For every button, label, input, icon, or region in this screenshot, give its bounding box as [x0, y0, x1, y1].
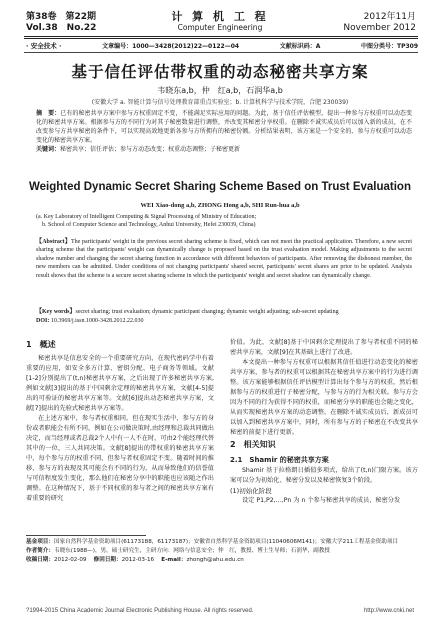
- document-code: 文献标识码：A: [279, 42, 321, 50]
- keywords-zh-label: 关键词：: [36, 146, 61, 153]
- abstract-en: [36, 238, 412, 280]
- volume-zh: 第38卷 第22期: [26, 12, 97, 22]
- abstract-zh: [36, 109, 412, 154]
- issue-date: [343, 12, 416, 34]
- doi-value: 10.3969/j.issn.1000-3428.2012.22.030: [50, 318, 144, 324]
- copyright-bar: [0, 602, 440, 620]
- keywords-en-block: [36, 308, 412, 316]
- doi-block: [36, 318, 412, 324]
- header-rule: [24, 36, 418, 37]
- abstract-zh-label: 摘 要：: [36, 110, 61, 117]
- footnote-rule: [26, 535, 146, 536]
- email-link[interactable]: zhongh@ahu.edu.cn: [186, 557, 244, 563]
- journal-name: [150, 10, 290, 33]
- authors-en: WEI Xiao-dong a,b, ZHONG Hong a,b, SHI Run-hua a,b: [140, 202, 300, 209]
- affiliation-en: [36, 213, 412, 229]
- authors-zh: 韦晓东a,b，仲 红a,b，石润华a,b: [157, 86, 283, 95]
- paragraph: 设定 P1,P2,…,Pn 为 n 个参与秘密共享的成员，秘密分发: [242, 497, 401, 504]
- fund-note: 基金项目：国家自然科学基金资助项目(61173188，61173187)；安徽省自然科学基金资助项目(11040606M141)；安徽大学211工程基金资助项目: [26, 539, 399, 545]
- body-column-left: [26, 338, 214, 504]
- author-note: 作者简介：韦晓东(1988—)，男，硕士研究生，主研方向：网络与信息安全；仲 红，教授、博士生导师；石润华，副教授: [26, 548, 330, 554]
- volume-en: Vol.38 No.22: [26, 23, 97, 33]
- affiliation-en-line: b. School of Computer Science and Technology, Anhui University, Hefei 230039, China): [42, 222, 256, 228]
- journal-name-zh: 计 算 机 工 程: [171, 10, 269, 23]
- copyright-text: ?1994-2015 China Academic Journal Electronic Publishing House. All rights reserved.: [26, 608, 254, 614]
- affiliation-en-line: (a. Key Laboratory of Intelligent Computing & Signal Processing of Ministry of Education;: [36, 214, 257, 220]
- journal-name-en: Computer Engineering: [177, 23, 263, 32]
- paragraph: 价值。为此，文献[8]基于中国剩余定理提出了参与者权重不同的秘密共享方案，文献[9]在其基础上进行了改进。: [230, 339, 418, 356]
- subsection-heading: 2.1 Shamir 的秘密共享方案: [230, 456, 329, 464]
- keywords-en-label: 【Key words】: [36, 309, 76, 315]
- article-number: 文章编号：1000—3428(2012)22—0122—04: [102, 42, 240, 50]
- meta-rule: [24, 52, 418, 53]
- title-zh: 基于信任评估带权重的动态秘密共享方案: [71, 63, 369, 81]
- keywords-en: secret sharing; trust evaluation; dynamic participant changing; dynamic weight adjusting; sub-secret updating: [75, 309, 339, 315]
- paragraph: 秘密共享是信息安全的一个重要研究方向，在现代密码学中有着重要的应用，如安全多方计算、密钥分配、电子商务等领域。文献[1-2]分别提出了(t,n)秘密共享方案，之后出现了许多秘密共享方案,例如文献[3]提出的基于中国剩余定理的秘密共享方案，文献[4-5]提出的可验证的秘密共享方案等。文献[6]提出动态秘密共享方案，文献[7]提出的先验式秘密共享方案等。: [26, 355, 214, 412]
- volume-info: [26, 12, 96, 34]
- dates-note: 收稿日期：2012-02-09 修回日期：2012-03-16 E-mail：zhongh@ahu.edu.cn: [26, 557, 244, 563]
- paragraph: Shamir 基于拉格朗日插值多项式，给出了(t,n)门限方案。该方案可以分为初始化、秘密分发以及秘密恢复3个阶段。: [230, 467, 418, 484]
- doi-label: DOI:: [36, 318, 50, 324]
- abstract-zh-text: 已有的秘密共享方案中参与方权重固定不变，不能满足实际应用的问题。为此，基于信任评估模型，提出一种参与方权重可以动态变化的秘密共享方案。根据参与方的不同行为对其子秘密数量进行调整，并改变其秘密分享权重。在删除不诚实成员后可以加入新的成员，在不改变参与方共享秘密的条件下，可以实现高效地更新各参与方所拥有的秘密份额。分析结果表明，该方案是一个安全的、参与方权重可以动态变化的秘密共享方案。: [36, 110, 412, 144]
- paragraph: 在上述方案中，参与者权重相同，但在现实生活中，参与方的身份或者职能会有所不同，例如在公司做决策时,由经理和总裁共同做出决定，而当经理或者总裁2个人中有一人不在时，可由2个能经理代替其中的一位，三人共同决策。文献[8]提出的带权重的秘密共享方案中，每个参与方的权重不同，但参与者权重固定不变。随着时间的推移，参与方的表现及其可能会有不同的行为，从而导致他们的信誉值与可信程度发生变化，那么他们在秘密分享中的职能也应该随之作出调整。在这种情况下，基于不同权重的参与者之间的秘密共享方案有着重要的研究: [26, 415, 214, 502]
- date-zh: 2012年11月: [363, 12, 416, 22]
- article-meta: [26, 40, 418, 50]
- affiliation-zh: (安徽大学 a. 智能计算与信号处理教育部重点实验室；b. 计算机科学与技术学院，合肥 230039): [91, 99, 349, 106]
- section-heading: 1 概述: [26, 340, 56, 349]
- date-en: November 2012: [343, 23, 416, 33]
- header-rule-thin: [24, 38, 418, 39]
- paragraph: 本文提出一种参与方权重可以根据其信任值进行动态变化的秘密共享方案，参与者的权重可以根据其在秘密共享方案中的行为进行调整。该方案能够根据信任评估模型计算出每个参与方的权重，然后根据参与方的权重进行子秘密分配，与参与方的行为相关联。参与方会因为不同的行为获得不同的权重，而秘密分享的职能也会随之变化，从而实现秘密共享方案的动态调整。在删除不诚实成员后，新成员可以加入到秘密共享方案中，同时，所有参与方的子秘密在不改变共享秘密的前提下进行更新。: [230, 359, 418, 436]
- keywords-zh: 秘密共享；信任评估；参与方动态改变；权重动态调整；子秘密更新: [60, 146, 241, 153]
- body-column-right: [230, 338, 418, 506]
- abstract-en-text: The participants' weight in the previous secret sharing scheme is fixed, which can not meet the practical application. Therefore, a new secret sharing scheme that the participants' weight can dynamically change is proposed based on the trust evaluation model. Making adjustments to the secret shadow number and changing the secret sharing function in accordance with different behaviors of participants. After removing the dishonest member, the new members can be admitted. Under conditions of not changing participants' shared secret, participants' secret shares are prior to be updated. Analysis result shows that the scheme is a secure secret sharing scheme in which the participants' weight and secret shadow can dynamically change.: [36, 239, 413, 279]
- section-label: · 安全技术 ·: [26, 41, 62, 50]
- clc-number: 中图分类号：TP309: [360, 42, 418, 50]
- abstract-en-label: 【Abstract】: [36, 239, 71, 245]
- step-heading: (1)初始化阶段: [230, 487, 272, 495]
- title-en: Weighted Dynamic Secret Sharing Scheme Based on Trust Evaluation: [29, 181, 411, 193]
- footnotes: [26, 538, 418, 565]
- section-heading: 2 相关知识: [230, 440, 276, 449]
- cnki-link[interactable]: http://www.cnki.net: [363, 608, 414, 614]
